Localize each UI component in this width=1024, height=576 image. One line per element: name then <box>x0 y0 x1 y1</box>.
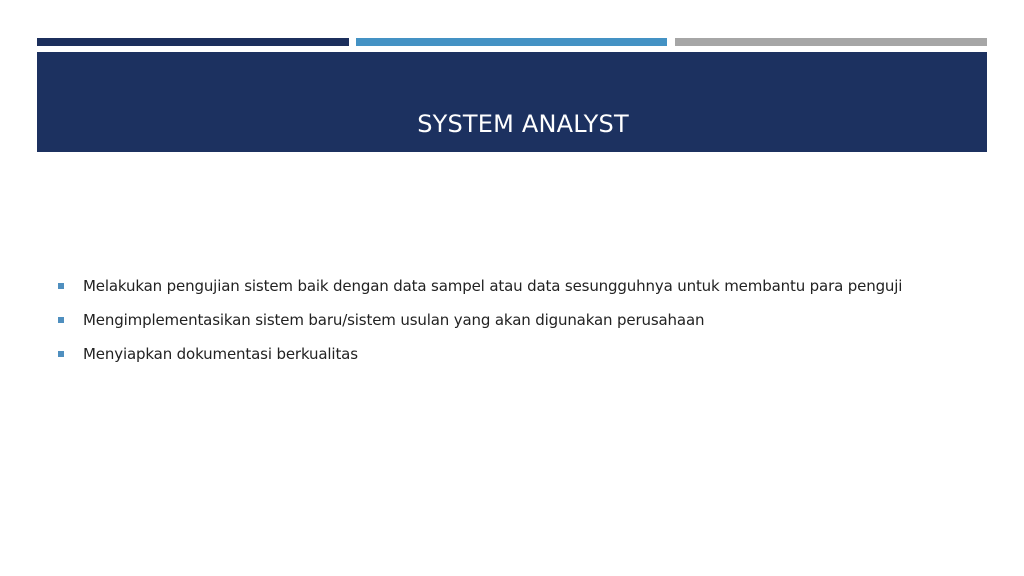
square-bullet-icon <box>58 351 64 357</box>
square-bullet-icon <box>58 317 64 323</box>
bullet-item <box>58 310 978 344</box>
square-bullet-icon <box>58 283 64 289</box>
accent-bar-navy <box>37 38 349 46</box>
accent-bar-gray <box>675 38 987 46</box>
bullet-item <box>58 276 978 310</box>
bullet-list <box>58 276 978 378</box>
accent-bar-blue <box>356 38 667 46</box>
bullet-text: Menyiapkan dokumentasi berkualitas <box>83 345 358 363</box>
slide-title: SYSTEM ANALYST <box>417 110 629 138</box>
bullet-item <box>58 344 978 378</box>
bullet-text: Mengimplementasikan sistem baru/sistem usulan yang akan digunakan perusahaan <box>83 311 705 329</box>
bullet-text: Melakukan pengujian sistem baik dengan data sampel atau data sesungguhnya untuk membantu para penguji <box>83 277 903 295</box>
title-band <box>37 52 987 152</box>
